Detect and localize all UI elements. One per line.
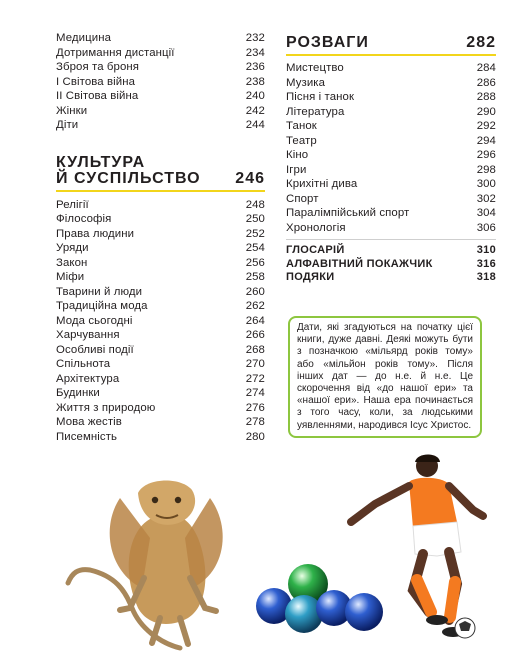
toc-page: 278 (245, 416, 265, 428)
toc-page: 240 (245, 90, 265, 102)
toc-label: Релігії (56, 198, 89, 211)
toc-item[interactable] (286, 76, 496, 91)
lizard-icon (60, 458, 240, 658)
toc-item[interactable] (56, 89, 265, 104)
toc-label: Хронологія (286, 221, 346, 234)
toc-item[interactable] (286, 148, 496, 163)
toc-label: ІІ Світова війна (56, 90, 139, 102)
culture-list (56, 198, 265, 445)
toc-label: Уряди (56, 242, 89, 254)
toc-page: 298 (476, 163, 496, 176)
fun-list (286, 61, 496, 235)
toc-label: Жінки (56, 104, 88, 117)
toc-label: Будинки (56, 387, 100, 399)
toc-page: 294 (476, 134, 496, 147)
toc-label: Мистецтво (286, 62, 344, 74)
footballer-icon (345, 452, 495, 642)
toc-label: Тварини й люди (56, 285, 143, 298)
toc-item[interactable] (286, 163, 496, 178)
toc-page: 236 (245, 61, 265, 73)
toc-item[interactable] (56, 212, 265, 227)
toc-page: 258 (245, 271, 265, 283)
toc-item[interactable] (56, 75, 265, 90)
toc-item[interactable] (56, 285, 265, 300)
toc-page: 300 (476, 178, 496, 190)
toc-page: 288 (476, 91, 496, 103)
toc-item[interactable] (56, 60, 265, 75)
toc-page: 286 (476, 76, 496, 89)
toc-item[interactable] (56, 386, 265, 401)
toc-label: Права людини (56, 227, 135, 240)
culture-section-heading[interactable] (56, 155, 265, 192)
toc-label: Філософія (56, 213, 112, 225)
fun-section-heading[interactable] (286, 32, 496, 56)
right-column (286, 31, 496, 285)
toc-label: Театр (286, 134, 317, 147)
toc-page: 266 (245, 329, 265, 341)
toc-label: Мода сьогодні (56, 314, 133, 327)
toc-item[interactable] (56, 270, 265, 285)
toc-label: Паралімпійський спорт (286, 207, 410, 219)
toc-label: Медицина (56, 32, 112, 44)
section-title: КУЛЬТУРА Й СУСПІЛЬСТВО (56, 153, 201, 187)
toc-page: 302 (476, 192, 496, 205)
toc-label: Музика (286, 76, 326, 89)
toc-item[interactable] (56, 415, 265, 430)
toc-item[interactable] (286, 61, 496, 76)
extra-sections (286, 239, 496, 285)
toc-page: 280 (245, 430, 265, 443)
toc-item[interactable] (286, 192, 496, 207)
toc-item[interactable] (56, 31, 265, 46)
toc-label: Традиційна мода (56, 300, 148, 312)
toc-item[interactable] (286, 134, 496, 149)
toc-page: 306 (476, 221, 496, 234)
toc-label: Архітектура (56, 372, 120, 385)
toc-item[interactable] (286, 221, 496, 236)
toc-page: 310 (476, 244, 496, 256)
toc-label: ГЛОСАРІЙ (286, 244, 345, 256)
toc-label: Крихітні дива (286, 178, 358, 190)
toc-item[interactable] (56, 118, 265, 133)
toc-page: 242 (245, 104, 265, 117)
toc-item[interactable] (56, 357, 265, 372)
toc-label: Закон (56, 256, 88, 269)
toc-page: 270 (245, 358, 265, 370)
toc-label: Особливі події (56, 343, 134, 356)
left-column (56, 31, 265, 444)
toc-label: ПОДЯКИ (286, 271, 335, 283)
toc-page: 272 (245, 372, 265, 385)
toc-item[interactable] (286, 177, 496, 192)
toc-item[interactable] (56, 314, 265, 329)
toc-label: Харчування (56, 329, 120, 341)
toc-page: 284 (476, 62, 496, 74)
acknowledgements-link[interactable] (286, 271, 496, 285)
toc-label: Мова жестів (56, 416, 122, 428)
toc-item[interactable] (56, 343, 265, 358)
history-list (56, 31, 265, 133)
toc-label: Дотримання дистанції (56, 46, 175, 59)
index-link[interactable] (286, 258, 496, 272)
toc-label: Ігри (286, 163, 307, 176)
toc-label: Танок (286, 120, 317, 132)
toc-page: 292 (476, 120, 496, 132)
toc-page: 304 (476, 207, 496, 219)
toc-page: 254 (245, 242, 265, 254)
toc-item[interactable] (56, 227, 265, 242)
toc-label: АЛФАВІТНИЙ ПОКАЖЧИК (286, 257, 433, 270)
toc-page: 248 (245, 198, 265, 211)
toc-label: Зброя та броня (56, 61, 140, 73)
toc-page: 256 (245, 256, 265, 269)
toc-label: Пісня і танок (286, 91, 355, 103)
toc-item[interactable] (56, 328, 265, 343)
toc-label: Література (286, 105, 345, 118)
toc-page: 268 (245, 343, 265, 356)
toc-label: Життя з природою (56, 401, 156, 414)
dates-note-box (288, 316, 482, 438)
toc-page: 276 (245, 401, 265, 414)
toc-page: 264 (245, 314, 265, 327)
toc-label: Міфи (56, 271, 85, 283)
toc-page: 296 (476, 149, 496, 161)
toc-item[interactable] (56, 401, 265, 416)
section-page: 246 (235, 169, 265, 187)
toc-label: Діти (56, 119, 79, 131)
toc-page: 318 (476, 271, 496, 283)
glossary-link[interactable] (286, 244, 496, 258)
toc-item[interactable] (56, 372, 265, 387)
toc-item[interactable] (56, 198, 265, 213)
toc-label: Спільнота (56, 358, 111, 370)
toc-item[interactable] (56, 241, 265, 256)
toc-page: 244 (245, 119, 265, 131)
toc-page: 316 (476, 257, 496, 270)
toc-item[interactable] (56, 46, 265, 61)
section-page: 282 (466, 34, 496, 51)
toc-page: 250 (245, 213, 265, 225)
toc-label: Кіно (286, 149, 309, 161)
toc-page: 290 (476, 105, 496, 118)
toc-page: 238 (245, 75, 265, 88)
toc-page: 234 (245, 46, 265, 59)
toc-label: Спорт (286, 192, 319, 205)
toc-label: Писемність (56, 430, 118, 443)
toc-item[interactable] (56, 299, 265, 314)
toc-item[interactable] (56, 104, 265, 119)
section-title: РОЗВАГИ (286, 34, 369, 51)
toc-page: 262 (245, 300, 265, 312)
toc-page: 260 (245, 285, 265, 298)
note-text: Дати, які згадуються на початку цієї книги, дуже давні. Деякі можуть бути з позначкою «мільярд років тому» або «мільйон років тому». Після інших дат — до н.е. й н.е. Це скорочення від «до нашої ери» та «нашої ери». Наша ера починається з того часу, коли, за людськими уявленнями, народився Ісус Христос. (297, 322, 473, 431)
toc-label: І Світова війна (56, 75, 136, 88)
toc-item[interactable] (56, 256, 265, 271)
toc-page: 274 (245, 387, 265, 399)
toc-page: 252 (245, 227, 265, 240)
toc-item[interactable] (286, 105, 496, 120)
toc-page: 232 (245, 32, 265, 44)
toc-item[interactable] (286, 119, 496, 134)
toc-item[interactable] (286, 90, 496, 105)
toc-item[interactable] (56, 430, 265, 445)
toc-item[interactable] (286, 206, 496, 221)
